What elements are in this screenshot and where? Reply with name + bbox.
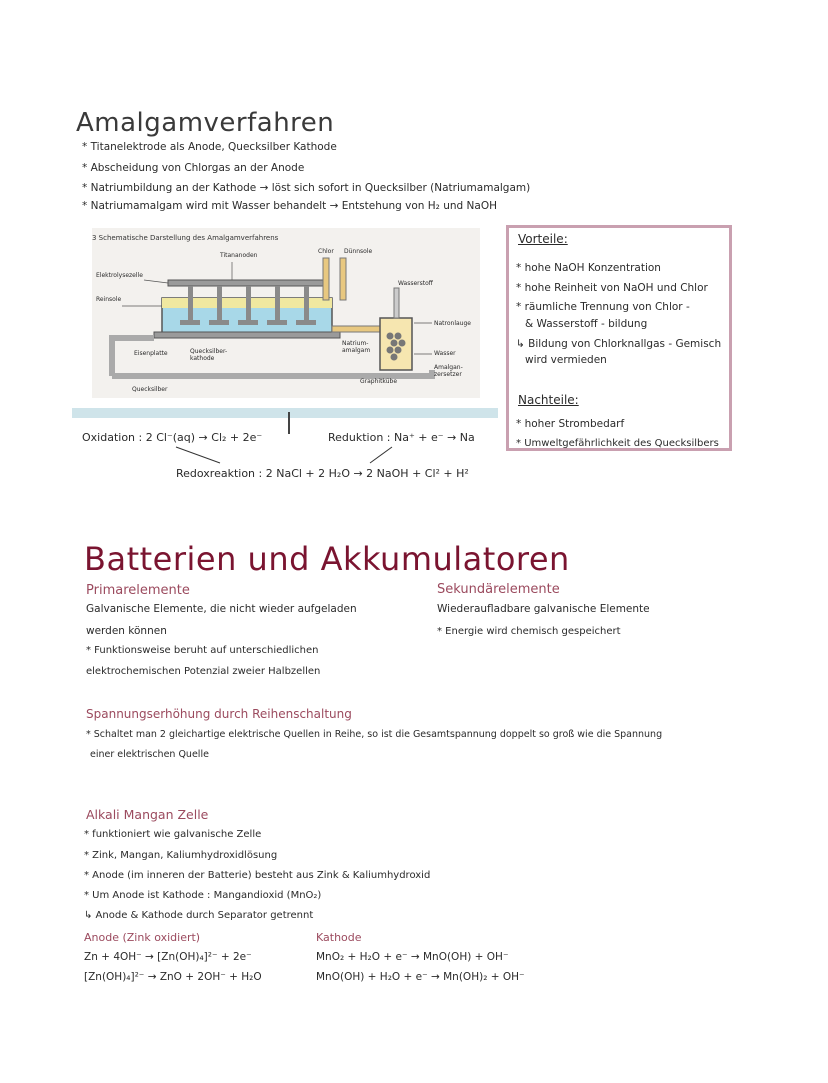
anode-rod — [188, 286, 193, 324]
anode-equation-2: [Zn(OH)₄]²⁻ → ZnO + 2OH⁻ + H₂O — [84, 971, 262, 983]
alkali-line-4: * Um Anode ist Kathode : Mangandioxid (MnO₂) — [84, 890, 322, 901]
anode-plate — [209, 320, 229, 325]
alkali-title: Alkali Mangan Zelle — [86, 807, 209, 822]
vorteil-4: ↳ Bildung von Chlorknallgas - Gemisch — [516, 338, 722, 350]
primaer-line-2: werden können — [86, 625, 167, 637]
graphite-ball — [395, 333, 402, 340]
amalgam-bullet-4: * Natriumamalgam wird mit Wasser behandelt → Entstehung von H₂ und NaOH — [82, 200, 497, 212]
anode-equation-1: Zn + 4OH⁻ → [Zn(OH)₄]²⁻ + 2e⁻ — [84, 951, 252, 963]
alkali-line-5: ↳ Anode & Kathode durch Separator getrennt — [84, 910, 314, 921]
vorteil-4b: wird vermieden — [525, 354, 607, 366]
anode-plate — [180, 320, 200, 325]
spannung-line-1: * Schaltet man 2 gleichartige elektrische Quellen in Reihe, so ist die Gesamtspannung doppelt so groß wie die Spannung — [86, 729, 663, 740]
divider-vertical — [288, 412, 290, 434]
graphite-ball — [391, 354, 398, 361]
reduction-equation: Reduktion : Na⁺ + e⁻ → Na — [328, 431, 475, 444]
divider-strip — [72, 408, 498, 418]
vorteile-title: Vorteile: — [518, 232, 568, 246]
mercury-layer — [154, 332, 340, 338]
redox-equation: Redoxreaktion : 2 NaCl + 2 H₂O → 2 NaOH + Cl² + H² — [176, 467, 469, 480]
figure-caption: 3 Schematische Darstellung des Amalgamverfahrens — [92, 234, 279, 242]
section-title-amalgam: Amalgamverfahren — [76, 108, 335, 138]
oxidation-equation: Oxidation : 2 Cl⁻(aq) → Cl₂ + 2e⁻ — [82, 431, 263, 444]
amalgam-diagram-svg — [92, 228, 480, 398]
label-eisenplatte: Eisenplatte — [134, 350, 168, 357]
vorteil-3: * räumliche Trennung von Chlor - — [516, 301, 690, 313]
alkali-line-3: * Anode (im inneren der Batterie) besteht aus Zink & Kaliumhydroxid — [84, 870, 431, 881]
hydrogen-pipe — [394, 288, 399, 318]
graphite-ball — [395, 347, 402, 354]
anode-plate — [238, 320, 258, 325]
graphite-ball — [399, 340, 406, 347]
anode-rod — [304, 286, 309, 324]
sekundaer-title: Sekundärelemente — [437, 582, 560, 597]
label-chlor: Chlor — [318, 248, 334, 255]
label-quecksilberkathode: Quecksilber-kathode — [190, 348, 228, 362]
label-wasser: Wasser — [434, 350, 456, 357]
nachteile-title: Nachteile: — [518, 393, 579, 407]
kathode-equation-1: MnO₂ + H₂O + e⁻ → MnO(OH) + OH⁻ — [316, 951, 509, 963]
sekundaer-line-2: * Energie wird chemisch gespeichert — [437, 626, 621, 637]
chlorine-pipe — [323, 258, 329, 300]
sekundaer-line-1: Wiederaufladbare galvanische Elemente — [437, 603, 650, 615]
spannung-line-2: einer elektrischen Quelle — [90, 749, 209, 760]
graphite-ball — [387, 347, 394, 354]
kathode-title: Kathode — [316, 931, 362, 944]
amalgam-bullet-1: * Titanelektrode als Anode, Quecksilber Kathode — [82, 141, 337, 153]
label-wasserstoff: Wasserstoff — [398, 280, 433, 287]
section-title-batterien: Batterien und Akkumulatoren — [84, 540, 570, 578]
label-duennsole: Dünnsole — [344, 248, 373, 255]
amalgam-bullet-3: * Natriumbildung an der Kathode → löst sich sofort in Quecksilber (Natriumamalgam) — [82, 182, 531, 194]
spannung-title: Spannungserhöhung durch Reihenschaltung — [86, 707, 352, 721]
alkali-line-2: * Zink, Mangan, Kaliumhydroxidlösung — [84, 850, 278, 861]
arrow-right — [370, 447, 392, 463]
alkali-line-1: * funktioniert wie galvanische Zelle — [84, 829, 262, 840]
label-elektrolysezelle: Elektrolysezelle — [96, 272, 143, 279]
nachteil-2: * Umweltgefährlichkeit des Quecksilbers — [516, 438, 719, 449]
vorteil-1: * hohe NaOH Konzentration — [516, 262, 661, 274]
primaer-line-4: elektrochemischen Potenzial zweier Halbzellen — [86, 666, 321, 677]
anode-rod — [246, 286, 251, 324]
primaer-title: Primarelemente — [86, 583, 190, 598]
label-reinsole: Reinsole — [96, 296, 122, 303]
label-natronlauge: Natronlauge — [434, 320, 471, 327]
label-natriumamalgam: Natrium-amalgam — [342, 340, 371, 354]
anode-rod — [275, 286, 280, 324]
label-graphitkugeln: Graphitkübe — [360, 378, 398, 385]
graphite-ball — [391, 340, 398, 347]
anode-plate — [296, 320, 316, 325]
amalgam-bullet-2: * Abscheidung von Chlorgas an der Anode — [82, 162, 305, 174]
primaer-line-3: * Funktionsweise beruht auf unterschiedlichen — [86, 645, 319, 656]
vorteil-3b: & Wasserstoff - bildung — [525, 318, 648, 330]
vorteil-2: * hohe Reinheit von NaOH und Chlor — [516, 282, 708, 294]
anode-title: Anode (Zink oxidiert) — [84, 931, 201, 944]
anode-rod — [217, 286, 222, 324]
leader-line — [144, 280, 168, 283]
brine-pipe — [340, 258, 346, 300]
pros-cons-box — [506, 225, 732, 451]
kathode-equation-2: MnO(OH) + H₂O + e⁻ → Mn(OH)₂ + OH⁻ — [316, 971, 525, 983]
nachteil-1: * hoher Strombedarf — [516, 418, 625, 430]
label-titananoden: Titananoden — [220, 252, 258, 259]
arrow-left — [176, 447, 220, 463]
redox-arrows — [170, 445, 400, 465]
label-amalganzersetzer: Amalgan-zersetzer — [434, 364, 463, 378]
anode-plate — [267, 320, 287, 325]
label-quecksilber: Quecksilber — [132, 386, 168, 393]
graphite-ball — [387, 333, 394, 340]
primaer-line-1: Galvanische Elemente, die nicht wieder aufgeladen — [86, 603, 357, 615]
amalgam-diagram — [92, 228, 480, 398]
anode-frame — [168, 280, 326, 286]
amalgam-pipe — [332, 326, 382, 332]
